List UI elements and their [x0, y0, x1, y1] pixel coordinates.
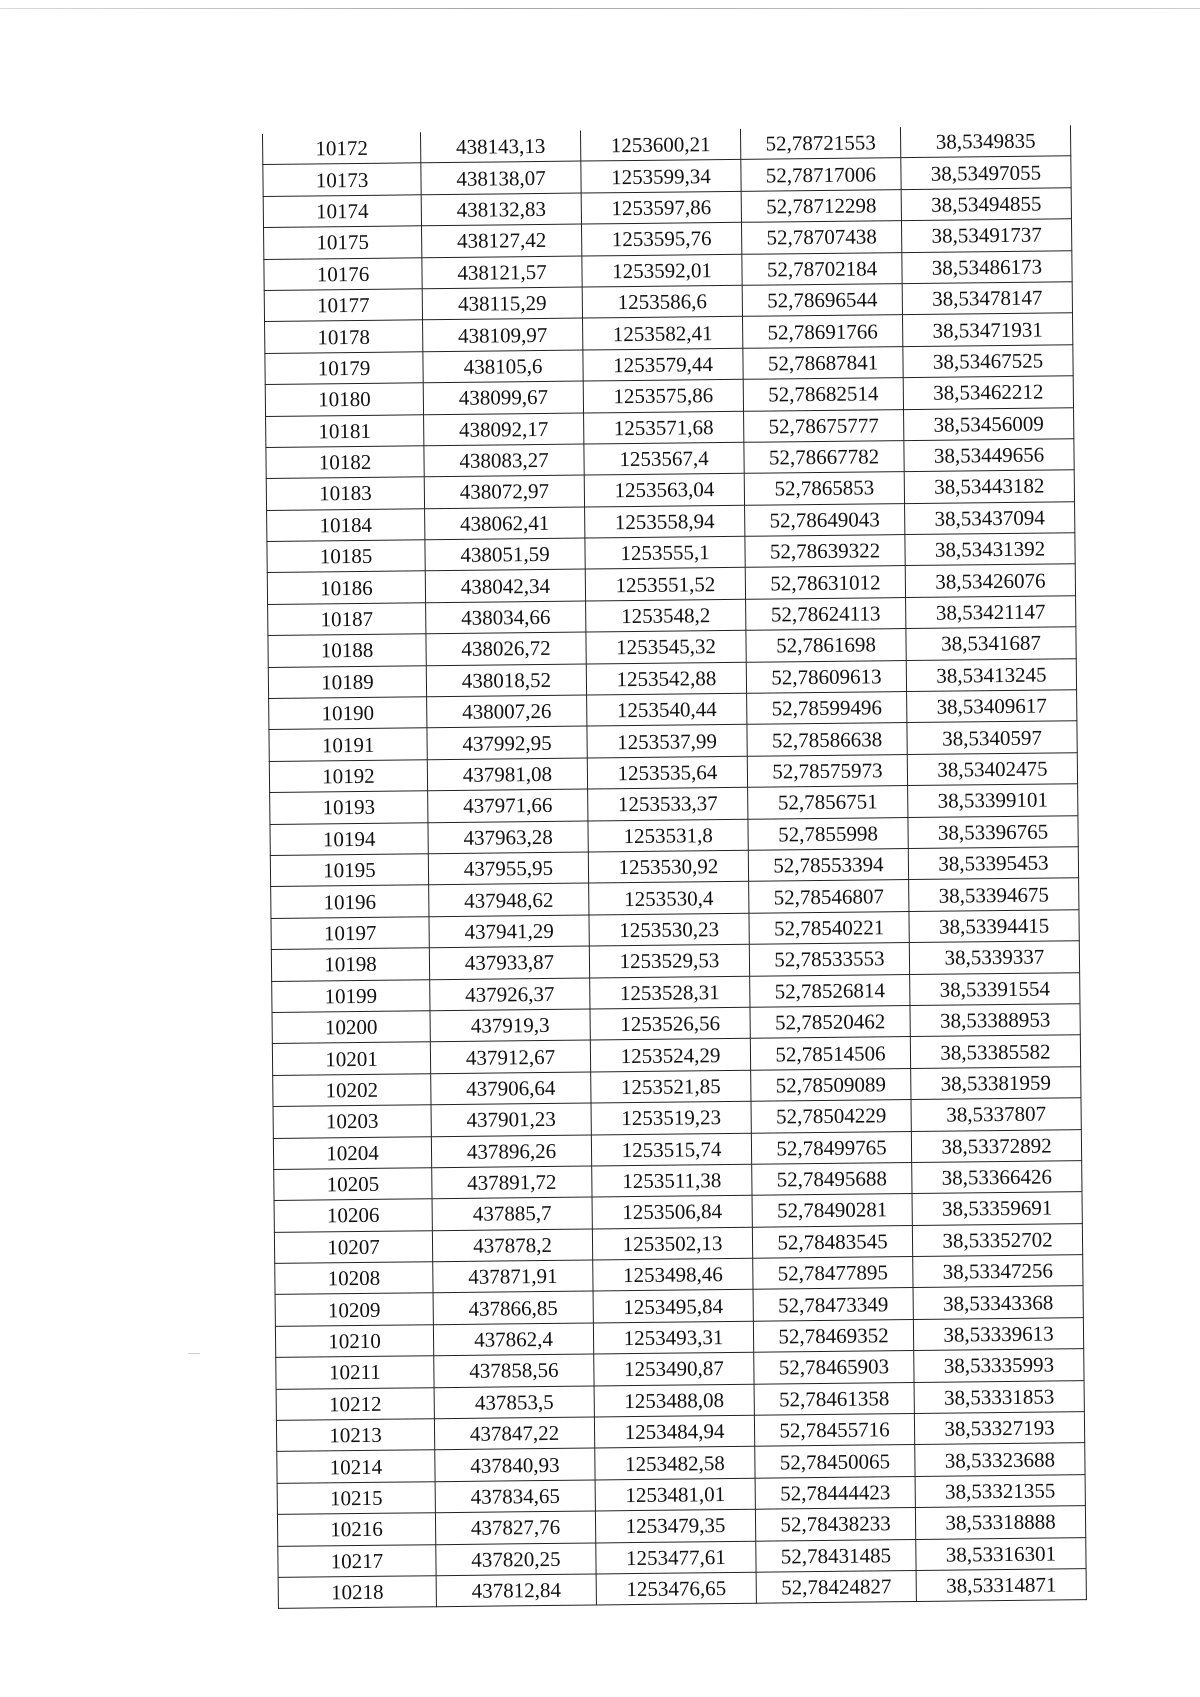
x-coordinate-cell: 437862,4: [433, 1323, 593, 1356]
y-coordinate-cell: 1253579,44: [583, 348, 743, 381]
latitude-cell: 52,78682514: [743, 378, 903, 411]
y-coordinate-cell: 1253488,08: [594, 1384, 754, 1417]
point-number-cell: 10191: [269, 728, 427, 761]
point-number-cell: 10202: [273, 1073, 431, 1106]
y-coordinate-cell: 1253531,8: [588, 819, 748, 852]
longitude-cell: 38,53347256: [913, 1255, 1083, 1288]
latitude-cell: 52,7861698: [746, 629, 906, 662]
longitude-cell: 38,53456009: [904, 407, 1074, 440]
x-coordinate-cell: 437891,72: [432, 1166, 592, 1199]
y-coordinate-cell: 1253563,04: [584, 474, 744, 507]
point-number-cell: 10176: [264, 257, 422, 290]
longitude-cell: 38,53471931: [902, 313, 1072, 346]
y-coordinate-cell: 1253528,31: [590, 976, 750, 1009]
longitude-cell: 38,53343368: [913, 1286, 1083, 1319]
x-coordinate-cell: 437963,28: [428, 821, 588, 854]
x-coordinate-cell: 437858,56: [434, 1354, 594, 1387]
y-coordinate-cell: 1253555,1: [585, 536, 745, 569]
longitude-cell: 38,5337807: [911, 1098, 1081, 1131]
x-coordinate-cell: 437896,26: [431, 1134, 591, 1167]
scan-edge-line: [0, 8, 1200, 9]
point-number-cell: 10174: [263, 195, 421, 228]
longitude-cell: 38,53467525: [903, 344, 1073, 377]
y-coordinate-cell: 1253493,31: [593, 1321, 753, 1354]
latitude-cell: 52,78455716: [754, 1414, 914, 1447]
x-coordinate-cell: 437840,93: [435, 1448, 595, 1481]
x-coordinate-cell: 437948,62: [429, 883, 589, 916]
y-coordinate-cell: 1253476,65: [596, 1572, 756, 1605]
y-coordinate-cell: 1253575,86: [583, 379, 743, 412]
longitude-cell: 38,53321355: [915, 1474, 1085, 1507]
point-number-cell: 10204: [273, 1136, 431, 1169]
y-coordinate-cell: 1253597,86: [581, 191, 741, 224]
y-coordinate-cell: 1253519,23: [591, 1101, 751, 1134]
latitude-cell: 52,78599496: [747, 692, 907, 725]
point-number-cell: 10190: [269, 697, 427, 730]
x-coordinate-cell: 437906,64: [431, 1072, 591, 1105]
y-coordinate-cell: 1253542,88: [586, 662, 746, 695]
longitude-cell: 38,53385582: [910, 1035, 1080, 1068]
point-number-cell: 10188: [268, 634, 426, 667]
x-coordinate-cell: 437981,08: [427, 758, 587, 791]
y-coordinate-cell: 1253582,41: [583, 317, 743, 350]
y-coordinate-cell: 1253529,53: [589, 944, 749, 977]
y-coordinate-cell: 1253548,2: [586, 599, 746, 632]
latitude-cell: 52,78691766: [743, 315, 903, 348]
point-number-cell: 10181: [266, 414, 424, 447]
latitude-cell: 52,78438233: [755, 1508, 915, 1541]
x-coordinate-cell: 437919,3: [430, 1009, 590, 1042]
latitude-cell: 52,78526814: [750, 974, 910, 1007]
longitude-cell: 38,53395453: [908, 847, 1078, 880]
longitude-cell: 38,5339337: [909, 941, 1079, 974]
latitude-cell: 52,78431485: [756, 1539, 916, 1572]
latitude-cell: 52,78465903: [754, 1351, 914, 1384]
x-coordinate-cell: 438132,83: [421, 193, 581, 226]
latitude-cell: 52,78702184: [742, 252, 902, 285]
point-number-cell: 10206: [274, 1199, 432, 1232]
longitude-cell: 38,53394675: [909, 878, 1079, 911]
y-coordinate-cell: 1253481,01: [595, 1478, 755, 1511]
longitude-cell: 38,53409617: [907, 690, 1077, 723]
point-number-cell: 10184: [267, 508, 425, 541]
x-coordinate-cell: 438143,13: [420, 131, 580, 164]
point-number-cell: 10209: [275, 1293, 433, 1326]
latitude-cell: 52,7855998: [748, 817, 908, 850]
latitude-cell: 52,78444423: [755, 1476, 915, 1509]
point-number-cell: 10186: [267, 571, 425, 604]
x-coordinate-cell: 438115,29: [422, 287, 582, 320]
x-coordinate-cell: 438083,27: [424, 444, 584, 477]
longitude-cell: 38,53391554: [910, 972, 1080, 1005]
longitude-cell: 38,53331853: [914, 1380, 1084, 1413]
y-coordinate-cell: 1253477,61: [596, 1541, 756, 1574]
point-number-cell: 10198: [271, 948, 429, 981]
y-coordinate-cell: 1253498,46: [593, 1258, 753, 1291]
point-number-cell: 10201: [272, 1042, 430, 1075]
y-coordinate-cell: 1253530,4: [589, 882, 749, 915]
point-number-cell: 10172: [262, 132, 420, 165]
y-coordinate-cell: 1253511,38: [592, 1164, 752, 1197]
x-coordinate-cell: 438072,97: [424, 475, 584, 508]
y-coordinate-cell: 1253545,32: [586, 631, 746, 664]
x-coordinate-cell: 438042,34: [425, 569, 585, 602]
x-coordinate-cell: 438121,57: [422, 256, 582, 289]
latitude-cell: 52,78717006: [741, 158, 901, 191]
point-number-cell: 10215: [277, 1482, 435, 1515]
x-coordinate-cell: 437912,67: [430, 1040, 590, 1073]
y-coordinate-cell: 1253530,92: [588, 850, 748, 883]
latitude-cell: 52,78712298: [741, 189, 901, 222]
longitude-cell: 38,53327193: [914, 1412, 1084, 1445]
x-coordinate-cell: 437992,95: [427, 726, 587, 759]
longitude-cell: 38,5341687: [906, 627, 1076, 660]
y-coordinate-cell: 1253595,76: [581, 222, 741, 255]
latitude-cell: 52,78504229: [751, 1100, 911, 1133]
latitude-cell: 52,78520462: [750, 1005, 910, 1038]
y-coordinate-cell: 1253479,35: [595, 1509, 755, 1542]
point-number-cell: 10217: [278, 1544, 436, 1577]
x-coordinate-cell: 437955,95: [428, 852, 588, 885]
latitude-cell: 52,78553394: [748, 849, 908, 882]
y-coordinate-cell: 1253586,6: [582, 285, 742, 318]
latitude-cell: 52,78514506: [750, 1037, 910, 1070]
point-number-cell: 10197: [271, 917, 429, 950]
x-coordinate-cell: 438109,97: [423, 318, 583, 351]
y-coordinate-cell: 1253535,64: [587, 756, 747, 789]
x-coordinate-cell: 438051,59: [425, 538, 585, 571]
point-number-cell: 10205: [274, 1168, 432, 1201]
latitude-cell: 52,78469352: [753, 1319, 913, 1352]
longitude-cell: 38,53443182: [904, 470, 1074, 503]
point-number-cell: 10193: [270, 791, 428, 824]
longitude-cell: 38,53402475: [907, 753, 1077, 786]
y-coordinate-cell: 1253526,56: [590, 1007, 750, 1040]
longitude-cell: 38,53372892: [911, 1129, 1081, 1162]
scan-mark: [188, 1353, 200, 1354]
x-coordinate-cell: 437820,25: [436, 1543, 596, 1576]
longitude-cell: 38,53426076: [905, 564, 1075, 597]
latitude-cell: 52,78624113: [746, 597, 906, 630]
latitude-cell: 52,78540221: [749, 911, 909, 944]
x-coordinate-cell: 437926,37: [430, 978, 590, 1011]
point-number-cell: 10195: [270, 854, 428, 887]
x-coordinate-cell: 437901,23: [431, 1103, 591, 1136]
point-number-cell: 10210: [275, 1325, 433, 1358]
x-coordinate-cell: 437853,5: [434, 1386, 594, 1419]
y-coordinate-cell: 1253490,87: [594, 1352, 754, 1385]
point-number-cell: 10185: [267, 540, 425, 573]
longitude-cell: 38,53381959: [911, 1066, 1081, 1099]
y-coordinate-cell: 1253521,85: [591, 1070, 751, 1103]
coordinates-table: [262, 125, 1087, 1609]
point-number-cell: 10178: [265, 320, 423, 353]
latitude-cell: 52,78424827: [756, 1570, 916, 1603]
longitude-cell: 38,53314871: [916, 1569, 1086, 1602]
coordinates-table-container: [262, 125, 1086, 1609]
latitude-cell: 52,78609613: [746, 660, 906, 693]
point-number-cell: 10177: [264, 289, 422, 322]
latitude-cell: 52,7865853: [744, 472, 904, 505]
latitude-cell: 52,78490281: [752, 1194, 912, 1227]
latitude-cell: 52,78649043: [745, 503, 905, 536]
x-coordinate-cell: 437885,7: [432, 1197, 592, 1230]
x-coordinate-cell: 438007,26: [427, 695, 587, 728]
point-number-cell: 10207: [274, 1230, 432, 1263]
y-coordinate-cell: 1253524,29: [590, 1039, 750, 1072]
latitude-cell: 52,78546807: [749, 880, 909, 913]
x-coordinate-cell: 437847,22: [434, 1417, 594, 1450]
point-number-cell: 10212: [276, 1387, 434, 1420]
y-coordinate-cell: 1253599,34: [581, 160, 741, 193]
y-coordinate-cell: 1253567,4: [584, 442, 744, 475]
x-coordinate-cell: 437866,85: [433, 1291, 593, 1324]
longitude-cell: 38,53388953: [910, 1004, 1080, 1037]
longitude-cell: 38,53491737: [901, 219, 1071, 252]
y-coordinate-cell: 1253533,37: [588, 787, 748, 820]
x-coordinate-cell: 437871,91: [433, 1260, 593, 1293]
longitude-cell: 38,5340597: [907, 721, 1077, 754]
longitude-cell: 38,53413245: [906, 658, 1076, 691]
latitude-cell: 52,78450065: [755, 1445, 915, 1478]
x-coordinate-cell: 437827,76: [435, 1511, 595, 1544]
point-number-cell: 10199: [272, 979, 430, 1012]
y-coordinate-cell: 1253540,44: [587, 693, 747, 726]
longitude-cell: 38,53478147: [902, 282, 1072, 315]
latitude-cell: 52,78707438: [741, 221, 901, 254]
point-number-cell: 10182: [266, 446, 424, 479]
point-number-cell: 10203: [273, 1105, 431, 1138]
latitude-cell: 52,78575973: [747, 754, 907, 787]
point-number-cell: 10211: [276, 1356, 434, 1389]
x-coordinate-cell: 438026,72: [426, 632, 586, 665]
y-coordinate-cell: 1253506,84: [592, 1196, 752, 1229]
longitude-cell: 38,5349835: [900, 125, 1070, 158]
y-coordinate-cell: 1253592,01: [582, 254, 742, 287]
y-coordinate-cell: 1253484,94: [594, 1415, 754, 1448]
y-coordinate-cell: 1253495,84: [593, 1290, 753, 1323]
longitude-cell: 38,53323688: [915, 1443, 1085, 1476]
longitude-cell: 38,53359691: [912, 1192, 1082, 1225]
latitude-cell: 52,78473349: [753, 1288, 913, 1321]
latitude-cell: 52,78533553: [749, 943, 909, 976]
latitude-cell: 52,78509089: [751, 1068, 911, 1101]
y-coordinate-cell: 1253600,21: [580, 129, 740, 162]
x-coordinate-cell: 438092,17: [424, 413, 584, 446]
longitude-cell: 38,53335993: [914, 1349, 1084, 1382]
longitude-cell: 38,53316301: [916, 1537, 1086, 1570]
longitude-cell: 38,53462212: [903, 376, 1073, 409]
point-number-cell: 10189: [268, 665, 426, 698]
latitude-cell: 52,78631012: [745, 566, 905, 599]
longitude-cell: 38,53437094: [905, 501, 1075, 534]
latitude-cell: 52,78461358: [754, 1382, 914, 1415]
latitude-cell: 52,78667782: [744, 440, 904, 473]
point-number-cell: 10213: [276, 1419, 434, 1452]
x-coordinate-cell: 437834,65: [435, 1480, 595, 1513]
longitude-cell: 38,53431392: [905, 533, 1075, 566]
longitude-cell: 38,53394415: [909, 909, 1079, 942]
longitude-cell: 38,53396765: [908, 815, 1078, 848]
longitude-cell: 38,53352702: [912, 1223, 1082, 1256]
latitude-cell: 52,78687841: [743, 346, 903, 379]
longitude-cell: 38,53366426: [912, 1161, 1082, 1194]
longitude-cell: 38,53421147: [906, 596, 1076, 629]
point-number-cell: 10218: [278, 1576, 436, 1609]
table-body: [262, 125, 1086, 1609]
y-coordinate-cell: 1253551,52: [585, 568, 745, 601]
x-coordinate-cell: 437971,66: [428, 789, 588, 822]
latitude-cell: 52,78477895: [753, 1257, 913, 1290]
y-coordinate-cell: 1253502,13: [592, 1227, 752, 1260]
x-coordinate-cell: 438034,66: [426, 601, 586, 634]
y-coordinate-cell: 1253558,94: [585, 505, 745, 538]
latitude-cell: 52,78586638: [747, 723, 907, 756]
x-coordinate-cell: 438099,67: [423, 381, 583, 414]
y-coordinate-cell: 1253515,74: [591, 1133, 751, 1166]
latitude-cell: 52,78639322: [745, 535, 905, 568]
y-coordinate-cell: 1253530,23: [589, 913, 749, 946]
longitude-cell: 38,53399101: [908, 784, 1078, 817]
point-number-cell: 10192: [269, 760, 427, 793]
longitude-cell: 38,53318888: [915, 1506, 1085, 1539]
point-number-cell: 10173: [263, 163, 421, 196]
x-coordinate-cell: 438062,41: [425, 507, 585, 540]
longitude-cell: 38,53497055: [901, 156, 1071, 189]
y-coordinate-cell: 1253537,99: [587, 725, 747, 758]
longitude-cell: 38,53339613: [913, 1318, 1083, 1351]
point-number-cell: 10194: [270, 822, 428, 855]
x-coordinate-cell: 438127,42: [422, 224, 582, 257]
point-number-cell: 10208: [275, 1262, 433, 1295]
latitude-cell: 52,78495688: [752, 1162, 912, 1195]
y-coordinate-cell: 1253571,68: [584, 411, 744, 444]
x-coordinate-cell: 437941,29: [429, 915, 589, 948]
point-number-cell: 10175: [264, 226, 422, 259]
latitude-cell: 52,78696544: [742, 284, 902, 317]
point-number-cell: 10180: [265, 383, 423, 416]
longitude-cell: 38,53486173: [902, 250, 1072, 283]
y-coordinate-cell: 1253482,58: [595, 1447, 755, 1480]
latitude-cell: 52,7856751: [748, 786, 908, 819]
latitude-cell: 52,78499765: [751, 1131, 911, 1164]
longitude-cell: 38,53449656: [904, 439, 1074, 472]
point-number-cell: 10183: [266, 477, 424, 510]
x-coordinate-cell: 437878,2: [432, 1229, 592, 1262]
point-number-cell: 10187: [268, 603, 426, 636]
latitude-cell: 52,78721553: [740, 127, 900, 160]
x-coordinate-cell: 438138,07: [421, 161, 581, 194]
longitude-cell: 38,53494855: [901, 188, 1071, 221]
point-number-cell: 10200: [272, 1011, 430, 1044]
point-number-cell: 10196: [271, 885, 429, 918]
point-number-cell: 10179: [265, 352, 423, 385]
latitude-cell: 52,78483545: [752, 1225, 912, 1258]
x-coordinate-cell: 438018,52: [426, 664, 586, 697]
latitude-cell: 52,78675777: [744, 409, 904, 442]
point-number-cell: 10214: [277, 1450, 435, 1483]
point-number-cell: 10216: [277, 1513, 435, 1546]
x-coordinate-cell: 437812,84: [436, 1574, 596, 1607]
x-coordinate-cell: 437933,87: [429, 946, 589, 979]
x-coordinate-cell: 438105,6: [423, 350, 583, 383]
